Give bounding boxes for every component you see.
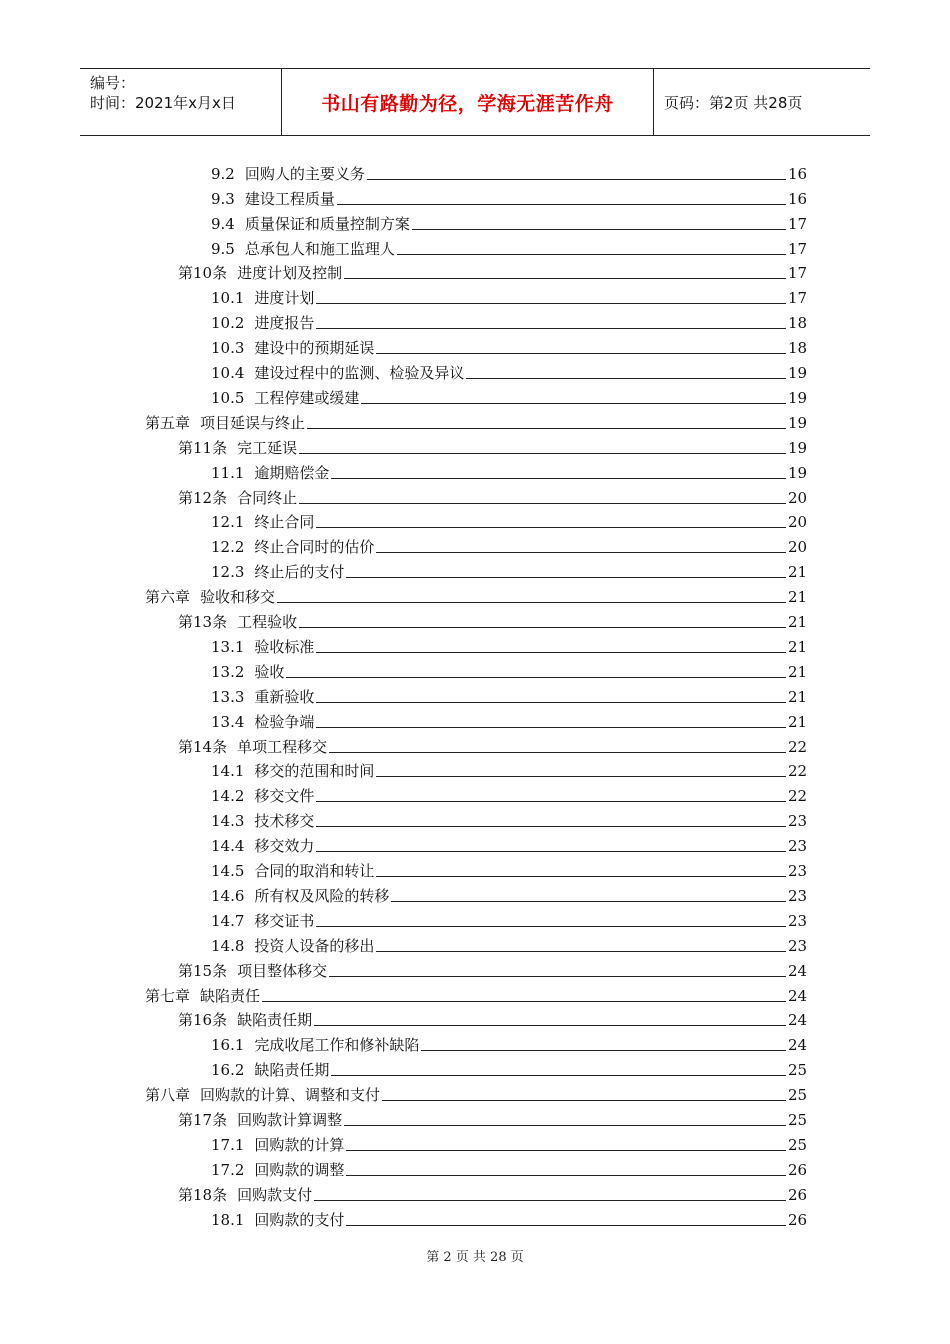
- toc-entry-title: 建设过程中的监测、检验及异议: [254, 364, 465, 383]
- toc-entry-title: 质量保证和质量控制方案: [244, 214, 410, 233]
- toc-entry-page: 16: [788, 164, 808, 183]
- toc-leader-line: [316, 527, 786, 528]
- toc-entry[interactable]: [211, 781, 806, 806]
- toc-entry[interactable]: [211, 382, 806, 407]
- toc-entry-page: 24: [788, 961, 808, 980]
- toc-leader-line: [376, 876, 786, 877]
- toc-entry-number: 第六章: [145, 588, 191, 607]
- toc-entry-page: 25: [788, 1111, 808, 1130]
- toc-leader-line: [361, 403, 786, 404]
- toc-entry-page: 18: [788, 314, 808, 333]
- toc-entry-page: 26: [788, 1160, 808, 1179]
- toc-entry[interactable]: [145, 980, 806, 1005]
- toc-leader-line: [391, 901, 786, 902]
- toc-entry-page: 17: [788, 264, 808, 283]
- toc-entry[interactable]: [178, 482, 806, 507]
- toc-entry[interactable]: [178, 606, 806, 631]
- toc-entry[interactable]: [211, 1030, 806, 1055]
- toc-entry-title: 技术移交: [254, 812, 315, 831]
- toc-entry[interactable]: [211, 706, 806, 731]
- toc-entry-number: 第12条: [178, 488, 228, 507]
- toc-entry-page: 25: [788, 1135, 808, 1154]
- toc-leader-line: [346, 1225, 786, 1226]
- toc-entry-number: 11.1: [211, 463, 245, 482]
- toc-entry-page: 18: [788, 339, 808, 358]
- toc-entry-number: 14.7: [211, 911, 245, 930]
- toc-entry[interactable]: [211, 1129, 806, 1154]
- toc-entry[interactable]: [211, 457, 806, 482]
- toc-entry-page: 22: [788, 737, 808, 756]
- toc-entry-page: 21: [788, 588, 808, 607]
- toc-entry[interactable]: [211, 158, 806, 183]
- toc-entry-number: 17.2: [211, 1160, 245, 1179]
- toc-entry-number: 16.1: [211, 1036, 245, 1055]
- toc-entry-title: 验收: [254, 662, 285, 681]
- toc-entry-title: 工程停建或缓建: [254, 388, 360, 407]
- toc-entry-title: 建设工程质量: [244, 189, 335, 208]
- doc-code-label: 编号：: [90, 74, 136, 92]
- toc-entry[interactable]: [211, 1204, 806, 1229]
- toc-entry-title: 合同终止: [237, 488, 298, 507]
- toc-entry-title: 完成收尾工作和修补缺陷: [254, 1036, 420, 1055]
- toc-entry-page: 23: [788, 837, 808, 856]
- toc-entry-number: 第15条: [178, 961, 228, 980]
- toc-leader-line: [316, 851, 786, 852]
- toc-entry-title: 终止合同时的估价: [254, 538, 375, 557]
- toc-entry-number: 14.1: [211, 762, 245, 781]
- toc-entry-title: 检验争端: [254, 712, 315, 731]
- toc-entry-number: 9.2: [211, 164, 235, 183]
- toc-leader-line: [299, 503, 786, 504]
- toc-entry-title: 回购款的调整: [254, 1160, 345, 1179]
- toc-entry-title: 所有权及风险的转移: [254, 886, 390, 905]
- toc-entry-title: 项目延误与终止: [200, 413, 306, 432]
- toc-entry[interactable]: [211, 357, 806, 382]
- toc-entry-title: 回购人的主要义务: [244, 164, 365, 183]
- toc-entry[interactable]: [145, 581, 806, 606]
- toc-entry-page: 21: [788, 637, 808, 656]
- toc-entry-title: 进度计划: [254, 289, 315, 308]
- toc-entry-title: 总承包人和施工监理人: [244, 239, 395, 258]
- toc-entry-number: 第八章: [145, 1086, 191, 1105]
- toc-entry-number: 第五章: [145, 413, 191, 432]
- toc-entry[interactable]: [211, 805, 806, 830]
- toc-entry-number: 第16条: [178, 1011, 228, 1030]
- toc-leader-line: [314, 1200, 786, 1201]
- toc-entry-page: 23: [788, 936, 808, 955]
- toc-entry-page: 25: [788, 1086, 808, 1105]
- toc-entry-number: 18.1: [211, 1210, 245, 1229]
- toc-entry[interactable]: [178, 432, 806, 457]
- toc-entry-page: 23: [788, 862, 808, 881]
- toc-leader-line: [346, 1150, 786, 1151]
- toc-leader-line: [367, 179, 786, 180]
- toc-leader-line: [316, 328, 786, 329]
- toc-entry-number: 16.2: [211, 1061, 245, 1080]
- toc-entry-page: 26: [788, 1185, 808, 1204]
- toc-leader-line: [316, 702, 786, 703]
- toc-entry-page: 26: [788, 1210, 808, 1229]
- toc-entry-title: 移交的范围和时间: [254, 762, 375, 781]
- toc-entry-title: 合同的取消和转让: [254, 862, 375, 881]
- toc-entry-number: 10.1: [211, 289, 245, 308]
- toc-entry[interactable]: [211, 556, 806, 581]
- toc-entry[interactable]: [211, 183, 806, 208]
- toc-entry-title: 进度报告: [254, 314, 315, 333]
- toc-entry-title: 建设中的预期延误: [254, 339, 375, 358]
- toc-entry-page: 19: [788, 413, 808, 432]
- toc-entry[interactable]: [211, 507, 806, 532]
- toc-entry-number: 第14条: [178, 737, 228, 756]
- toc-entry-page: 24: [788, 1011, 808, 1030]
- doc-time-label: 时间：2021年x月x日: [90, 94, 236, 112]
- toc-entry-page: 25: [788, 1061, 808, 1080]
- toc-entry-title: 回购款计算调整: [237, 1111, 343, 1130]
- toc-entry[interactable]: [211, 532, 806, 557]
- toc-entry-title: 移交文件: [254, 787, 315, 806]
- toc-entry-number: 10.4: [211, 364, 245, 383]
- toc-entry-number: 12.3: [211, 563, 245, 582]
- toc-entry[interactable]: [211, 880, 806, 905]
- toc-entry-page: 21: [788, 712, 808, 731]
- header-meta: [80, 69, 282, 135]
- toc-entry-page: 19: [788, 463, 808, 482]
- toc-entry-page: 21: [788, 662, 808, 681]
- toc-entry-page: 19: [788, 388, 808, 407]
- toc-entry[interactable]: [211, 233, 806, 258]
- toc-leader-line: [329, 976, 786, 977]
- page-header: [80, 68, 870, 136]
- toc-entry-title: 完工延误: [237, 438, 298, 457]
- toc-entry-title: 重新验收: [254, 687, 315, 706]
- toc-entry-page: 23: [788, 911, 808, 930]
- toc-entry[interactable]: [211, 855, 806, 880]
- toc-entry-page: 23: [788, 812, 808, 831]
- toc-entry-number: 9.5: [211, 239, 235, 258]
- toc-entry-page: 22: [788, 787, 808, 806]
- toc-leader-line: [344, 1125, 786, 1126]
- toc-entry[interactable]: [178, 1005, 806, 1030]
- toc-entry-number: 第10条: [178, 264, 228, 283]
- toc-entry-title: 项目整体移交: [237, 961, 328, 980]
- toc-leader-line: [397, 254, 786, 255]
- toc-entry[interactable]: [211, 830, 806, 855]
- toc-entry[interactable]: [211, 283, 806, 308]
- toc-entry[interactable]: [211, 208, 806, 233]
- toc-leader-line: [316, 303, 786, 304]
- toc-entry-number: 10.5: [211, 388, 245, 407]
- toc-entry-number: 14.4: [211, 837, 245, 856]
- toc-entry-title: 回购款支付: [237, 1185, 313, 1204]
- toc-entry[interactable]: [211, 681, 806, 706]
- toc-entry-number: 12.2: [211, 538, 245, 557]
- toc-entry-number: 14.8: [211, 936, 245, 955]
- toc-leader-line: [337, 204, 786, 205]
- toc-leader-line: [412, 229, 786, 230]
- toc-leader-line: [314, 1025, 786, 1026]
- toc-leader-line: [331, 478, 786, 479]
- toc-leader-line: [376, 951, 786, 952]
- toc-entry[interactable]: [211, 1054, 806, 1079]
- toc-entry-number: 9.3: [211, 189, 235, 208]
- toc-entry-number: 13.3: [211, 687, 245, 706]
- toc-entry-number: 14.3: [211, 812, 245, 831]
- toc-entry-title: 缺陷责任期: [237, 1011, 313, 1030]
- toc-entry-page: 22: [788, 762, 808, 781]
- toc-entry-title: 移交证书: [254, 911, 315, 930]
- toc-entry-page: 24: [788, 1036, 808, 1055]
- toc-entry[interactable]: [211, 656, 806, 681]
- toc-leader-line: [299, 627, 786, 628]
- toc-leader-line: [376, 552, 786, 553]
- toc-leader-line: [316, 826, 786, 827]
- toc-entry-number: 17.1: [211, 1135, 245, 1154]
- toc-entry-page: 17: [788, 214, 808, 233]
- toc-entry[interactable]: [145, 1079, 806, 1104]
- toc-entry-number: 第18条: [178, 1185, 228, 1204]
- toc-entry-number: 12.1: [211, 513, 245, 532]
- toc-entry-title: 回购款的支付: [254, 1210, 345, 1229]
- toc-entry-number: 10.2: [211, 314, 245, 333]
- toc-leader-line: [346, 577, 786, 578]
- toc-entry-title: 逾期赔偿金: [254, 463, 330, 482]
- toc-entry-number: 第13条: [178, 613, 228, 632]
- toc-entry-number: 13.1: [211, 637, 245, 656]
- toc-entry-number: 14.2: [211, 787, 245, 806]
- toc-leader-line: [316, 727, 786, 728]
- toc-leader-line: [316, 926, 786, 927]
- toc-entry-number: 第11条: [178, 438, 228, 457]
- toc-leader-line: [421, 1050, 786, 1051]
- toc-entry[interactable]: [145, 407, 806, 432]
- toc-entry-title: 回购款的计算: [254, 1135, 345, 1154]
- toc-leader-line: [299, 453, 786, 454]
- toc-leader-line: [286, 677, 786, 678]
- toc-leader-line: [316, 652, 786, 653]
- toc-entry-number: 10.3: [211, 339, 245, 358]
- toc-entry-title: 终止后的支付: [254, 563, 345, 582]
- toc-entry-number: 第七章: [145, 986, 191, 1005]
- toc-entry-page: 20: [788, 513, 808, 532]
- toc-entry[interactable]: [211, 307, 806, 332]
- toc-leader-line: [277, 602, 786, 603]
- toc-leader-line: [329, 752, 786, 753]
- toc-entry-page: 20: [788, 488, 808, 507]
- toc-entry[interactable]: [211, 905, 806, 930]
- toc-entry[interactable]: [211, 631, 806, 656]
- page-footer: 第 2 页 共 28 页: [426, 1250, 524, 1265]
- toc-entry-page: 23: [788, 886, 808, 905]
- toc-entry-number: 13.2: [211, 662, 245, 681]
- toc-leader-line: [466, 378, 786, 379]
- toc-entry-page: 24: [788, 986, 808, 1005]
- toc-entry-page: 21: [788, 687, 808, 706]
- toc-entry-number: 13.4: [211, 712, 245, 731]
- toc-leader-line: [307, 428, 786, 429]
- toc-entry[interactable]: [178, 1179, 806, 1204]
- toc-entry-title: 缺陷责任期: [254, 1061, 330, 1080]
- toc-entry-page: 19: [788, 364, 808, 383]
- toc-entry-title: 移交效力: [254, 837, 315, 856]
- toc-entry-title: 验收和移交: [200, 588, 276, 607]
- toc-entry-number: 14.5: [211, 862, 245, 881]
- toc-entry[interactable]: [178, 731, 806, 756]
- toc-leader-line: [376, 353, 786, 354]
- toc-leader-line: [382, 1100, 786, 1101]
- toc-entry[interactable]: [211, 1154, 806, 1179]
- toc-leader-line: [344, 278, 786, 279]
- toc-entry[interactable]: [178, 258, 806, 283]
- toc-entry-title: 终止合同: [254, 513, 315, 532]
- toc-entry-title: 回购款的计算、调整和支付: [200, 1086, 381, 1105]
- toc-entry-title: 单项工程移交: [237, 737, 328, 756]
- toc-entry[interactable]: [211, 756, 806, 781]
- toc-entry-page: 20: [788, 538, 808, 557]
- toc-leader-line: [346, 1175, 786, 1176]
- toc-leader-line: [376, 776, 786, 777]
- header-page-info: 页码：第2页 共28页: [664, 93, 803, 112]
- toc-entry-title: 投资人设备的移出: [254, 936, 375, 955]
- toc-entry[interactable]: [211, 930, 806, 955]
- toc-entry-page: 21: [788, 563, 808, 582]
- toc-entry-number: 第17条: [178, 1111, 228, 1130]
- toc-entry-number: 14.6: [211, 886, 245, 905]
- toc-entry[interactable]: [178, 1104, 806, 1129]
- toc-entry-title: 缺陷责任: [200, 986, 261, 1005]
- header-motto: 书山有路勤为径，学海无涯苦作舟: [282, 69, 654, 135]
- toc-leader-line: [262, 1001, 786, 1002]
- toc-entry-title: 工程验收: [237, 613, 298, 632]
- toc-leader-line: [331, 1075, 786, 1076]
- toc-entry-title: 进度计划及控制: [237, 264, 343, 283]
- toc-entry[interactable]: [178, 955, 806, 980]
- toc-entry-number: 9.4: [211, 214, 235, 233]
- toc-entry-page: 19: [788, 438, 808, 457]
- toc-entry-page: 16: [788, 189, 808, 208]
- toc-leader-line: [316, 801, 786, 802]
- toc-entry[interactable]: [211, 332, 806, 357]
- toc-entry-title: 验收标准: [254, 637, 315, 656]
- toc-entry-page: 21: [788, 613, 808, 632]
- toc-entry-page: 17: [788, 289, 808, 308]
- toc-entry-page: 17: [788, 239, 808, 258]
